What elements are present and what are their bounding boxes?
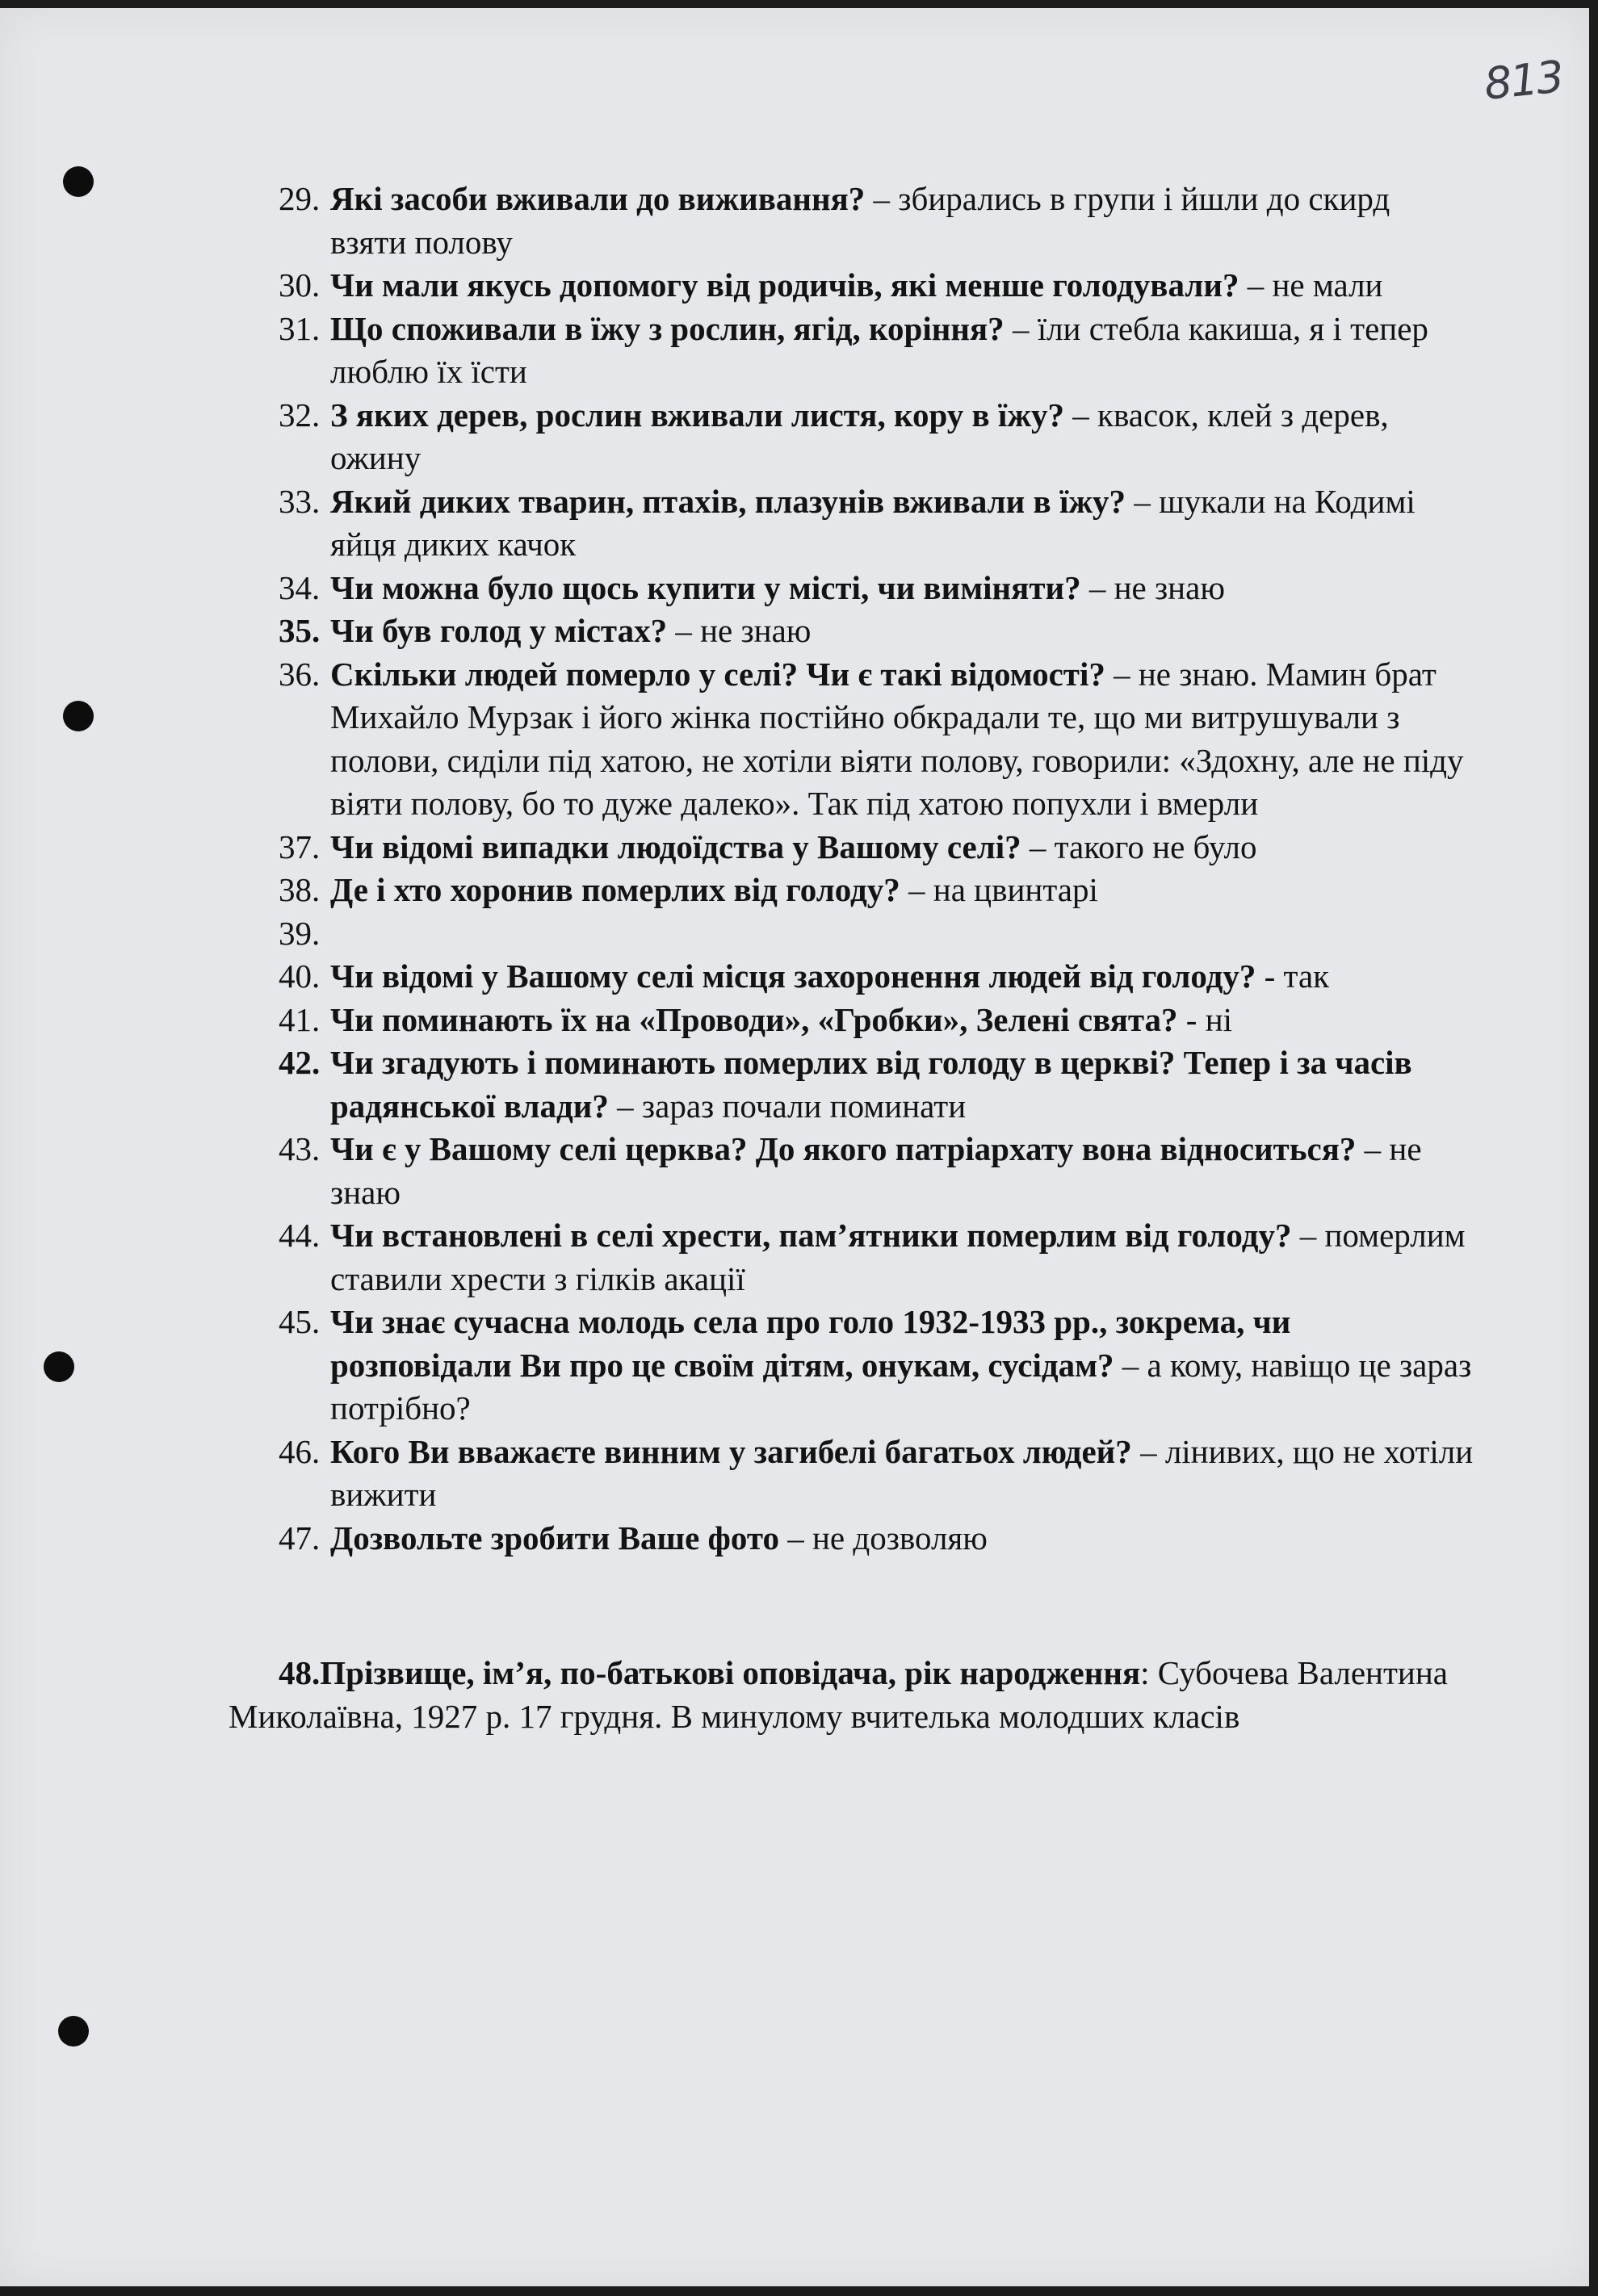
answer-text: - ні — [1177, 1000, 1233, 1038]
question-item — [279, 610, 1474, 653]
question-text: Чи є у Вашому селі церква? До якого патріархату вона відноситься? — [330, 1130, 1357, 1167]
question-number: 43. — [279, 1130, 321, 1167]
question-number: 44. — [279, 1217, 321, 1254]
question-item — [279, 1128, 1474, 1214]
answer-text: – збирались в групи і йшли до скирд взяти полову — [330, 180, 1390, 261]
question-number: 47. — [279, 1519, 321, 1557]
question-text: Чи знає сучасна молодь села про голо 1932-1933 рр., зокрема, чи розповідали Ви про це своїм дітям, онукам, сусідам? — [330, 1303, 1291, 1384]
question-list — [279, 178, 1474, 1560]
answer-text: – а кому, навіщо це зараз потрібно? — [330, 1346, 1472, 1427]
question-item — [279, 999, 1474, 1042]
question-number: 34. — [279, 568, 321, 606]
punch-hole — [63, 701, 94, 731]
answer-text: - так — [1256, 957, 1330, 995]
final-answer: : Субочева Валентина Миколаївна, 1927 р. 17 грудня. В минулому вчителька молодших класів — [229, 1654, 1448, 1735]
page-number: 813 — [1481, 51, 1566, 110]
question-text: З яких дерев, рослин вживали листя, кору в їжу? — [330, 396, 1065, 434]
answer-text: – не знаю — [330, 1130, 1422, 1211]
question-number: 39. — [279, 914, 321, 952]
final-number: 48. — [279, 1654, 321, 1691]
question-item — [279, 955, 1474, 999]
answer-text: – квасок, клей з дерев, ожину — [330, 396, 1389, 476]
question-text: Кого Ви вважаєте винним у загибелі багатьох людей? — [330, 1432, 1132, 1470]
answer-text: – на цвинтарі — [900, 871, 1098, 908]
answer-text: – померлим ставили хрести з гілків акації — [330, 1217, 1466, 1297]
question-number: 40. — [279, 957, 321, 995]
question-text: Чи був голод у містах? — [330, 612, 668, 649]
question-number: 33. — [279, 482, 321, 520]
question-item — [279, 1517, 1474, 1561]
question-item — [279, 869, 1474, 912]
answer-text: – не знаю — [667, 612, 812, 649]
punch-hole — [44, 1351, 74, 1382]
question-text: Скільки людей померло у селі? Чи є такі відомості? — [330, 655, 1105, 693]
question-item — [279, 1431, 1474, 1517]
punch-hole — [63, 166, 94, 197]
question-item — [279, 394, 1474, 480]
question-item — [279, 178, 1474, 264]
question-text: Чи можна було щось купити у місті, чи виміняти? — [330, 568, 1081, 606]
question-number: 38. — [279, 871, 321, 908]
question-item — [279, 1214, 1474, 1301]
question-item — [279, 480, 1474, 567]
answer-text: – лінивих, що не хотіли вижити — [330, 1432, 1474, 1513]
respondent-info — [229, 1652, 1488, 1738]
question-item — [279, 826, 1474, 869]
question-number: 29. — [279, 180, 321, 217]
question-number: 32. — [279, 396, 321, 434]
answer-text: – не мали — [1239, 266, 1383, 304]
answer-text: – не дозволяю — [778, 1519, 988, 1557]
question-number: 42. — [279, 1044, 321, 1081]
question-number: 30. — [279, 266, 321, 304]
answer-text: – шукали на Кодимі яйця диких качок — [330, 482, 1416, 563]
question-text: Чи відомі у Вашому селі місця захоронення людей від голоду? — [330, 957, 1256, 995]
question-text: Чи згадують і поминають померлих від голоду в церкві? Тепер і за часів радянської влади? — [330, 1044, 1412, 1125]
question-number: 35. — [279, 612, 321, 649]
question-text: Що споживали в їжу з рослин, ягід, коріння? — [330, 309, 1005, 347]
question-text: Чи поминають їх на «Проводи», «Гробки», Зелені свята? — [330, 1000, 1178, 1038]
answer-text: – такого не було — [1021, 827, 1257, 865]
answer-text: – їли стебла какиша, я і тепер люблю їх їсти — [330, 309, 1428, 390]
question-number: 31. — [279, 309, 321, 347]
question-item — [279, 653, 1474, 826]
final-question: Прізвище, ім’я, по-батькові оповідача, рік народження — [320, 1654, 1141, 1691]
question-text: Де і хто хоронив померлих від голоду? — [330, 871, 900, 908]
punch-hole — [58, 2016, 89, 2047]
question-text: Чи встановлені в селі хрести, пам’ятники померлим від голоду? — [330, 1217, 1292, 1254]
answer-text: – зараз почали поминати — [608, 1087, 967, 1125]
answer-text: – не знаю — [1080, 568, 1225, 606]
question-text: Який диких тварин, птахів, плазунів вживали в їжу? — [330, 482, 1126, 520]
question-item — [279, 1041, 1474, 1128]
question-number: 41. — [279, 1000, 321, 1038]
question-text: Чи відомі випадки людоїдства у Вашому селі? — [330, 827, 1021, 865]
question-number: 36. — [279, 655, 321, 693]
question-item — [279, 264, 1474, 308]
question-item — [279, 308, 1474, 394]
question-number: 37. — [279, 827, 321, 865]
question-number: 46. — [279, 1432, 321, 1470]
document-page — [0, 8, 1589, 2286]
question-item — [279, 912, 1474, 956]
answer-text: – не знаю. Мамин брат Михайло Мурзак і його жінка постійно обкрадали те, що ми витрушували з полови, сиділи під хатою, не хотіли віяти полову, говорили: «Здохну, але не піду віяти полову, бо то дуже далеко». Так під хатою попухли і вмерли — [330, 655, 1464, 822]
question-text: Чи мали якусь допомогу від родичів, які менше голодували? — [330, 266, 1239, 304]
question-text: Дозвольте зробити Ваше фото — [330, 1519, 779, 1557]
question-text: Які засоби вживали до виживання? — [330, 180, 866, 217]
question-item — [279, 567, 1474, 610]
question-item — [279, 1301, 1474, 1431]
question-number: 45. — [279, 1303, 321, 1340]
